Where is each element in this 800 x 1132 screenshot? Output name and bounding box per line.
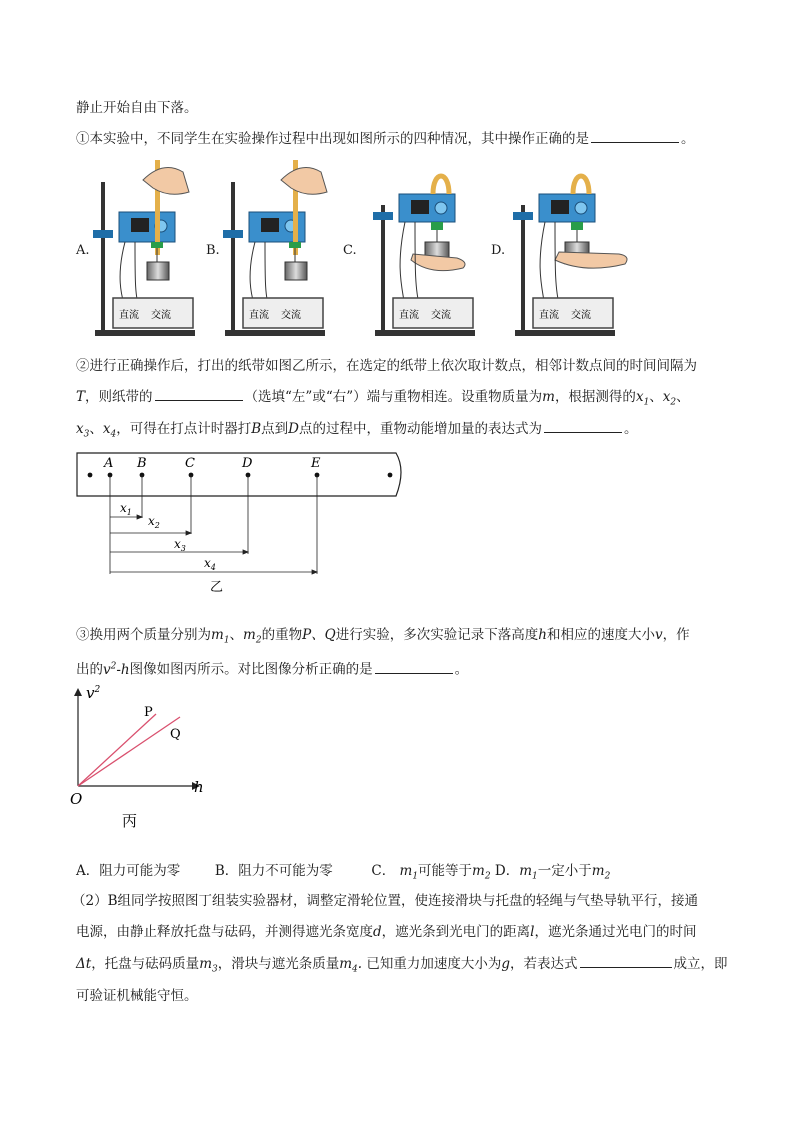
option-a-label: A. [76, 243, 90, 258]
answer-blank[interactable] [375, 661, 453, 674]
text-line: 静止开始自由下落。 [76, 100, 198, 116]
graph-caption: 丙 [122, 812, 138, 830]
v2-h-graph [60, 680, 240, 830]
part-2-line2: 电源，由静止释放托盘与砝码，并测得遮光条宽度d，遮光条到光电门的距离l，遮光条通过光电门的时间 [76, 924, 697, 940]
question-3-line2: 出的$v^2-h$图像如图丙所示。对比图像分析正确的是 。 [76, 661, 469, 678]
ac-label: 交流 [431, 310, 451, 321]
answer-blank[interactable] [155, 388, 243, 401]
part-2-line1: （2）B组同学按照图丁组装实验器材，调整定滑轮位置，使连接滑块与托盘的轻绳与气垫导轨平行，接通 [72, 893, 699, 909]
part-2-line4: 可验证机械能守恒。 [76, 988, 198, 1004]
apparatus-a [93, 160, 195, 336]
dc-label: 直流 [119, 310, 139, 321]
point-label-b: B [137, 456, 147, 471]
line-p [78, 714, 156, 786]
answer-blank[interactable] [580, 955, 672, 968]
ac-label: 交流 [281, 310, 301, 321]
apparatus-figures [0, 150, 800, 340]
choice-b: B．阻力不可能为零 [214, 863, 333, 879]
question-2-line1: ②进行正确操作后，打出的纸带如图乙所示，在选定的纸带上依次取计数点，相邻计数点间的时间间隔为 [76, 358, 697, 374]
dim-x4: $x_4$ [204, 556, 216, 572]
answer-choices [76, 861, 610, 887]
question-1: ①本实验中，不同学生在实验操作过程中出现如图所示的四种情况，其中操作正确的是 。 [76, 131, 695, 147]
label-q: Q [170, 727, 181, 742]
dc-label: 直流 [399, 310, 419, 321]
ac-label: 交流 [571, 310, 591, 321]
y-axis-label: $v^2$ [86, 684, 101, 702]
dc-label: 直流 [539, 310, 559, 321]
line-q [78, 717, 180, 786]
dim-x2: $x_2$ [148, 514, 160, 530]
apparatus-b [223, 160, 327, 336]
tape-figure [70, 448, 420, 598]
question-3-line1: ③换用两个质量分别为$m_1$、$m_2$的重物P、Q进行实验，多次实验记录下落高度h和相应的速度大小v，作 [76, 627, 690, 646]
question-2-line2: T，则纸带的 （选填“左”或“右”）端与重物相连。设重物质量为m，根据测得的$x_1$、$x_2$、 [76, 389, 690, 408]
dim-x3: $x_3$ [174, 537, 186, 553]
label-p: P [144, 705, 153, 720]
apparatus-d [513, 176, 627, 336]
x-axis-label: h [194, 778, 204, 796]
point-label-d: D [242, 456, 253, 471]
question-2-line3: $x_3$、$x_4$，可得在打点计时器打B点到D点的过程中，重物动能增加量的表达式为 。 [76, 421, 638, 440]
point-label-e: E [311, 456, 321, 471]
dc-label: 直流 [249, 310, 269, 321]
option-d-label: D. [491, 243, 506, 258]
option-b-label: B. [206, 243, 220, 258]
apparatus-c [373, 176, 475, 336]
choice-c: C． $m_1$可能等于$m_2$ [371, 863, 491, 882]
answer-blank[interactable] [591, 130, 679, 143]
choice-a: A．阻力可能为零 [76, 863, 181, 879]
choice-d: D．$m_1$一定小于$m_2$ [494, 863, 611, 882]
origin-label: O [70, 790, 83, 808]
point-label-c: C [185, 456, 195, 471]
option-c-label: C. [343, 243, 357, 258]
tape-caption: 乙 [210, 580, 224, 595]
dim-x1: $x_1$ [120, 501, 132, 517]
part-2-line3: Δt，托盘与砝码质量$m_3$，滑块与遮光条质量$m_4$. 已知重力加速度大小为g，若表达式 成立，即 [76, 956, 728, 975]
ac-label: 交流 [151, 310, 171, 321]
answer-blank[interactable] [544, 420, 622, 433]
point-label-a: A [104, 456, 114, 471]
